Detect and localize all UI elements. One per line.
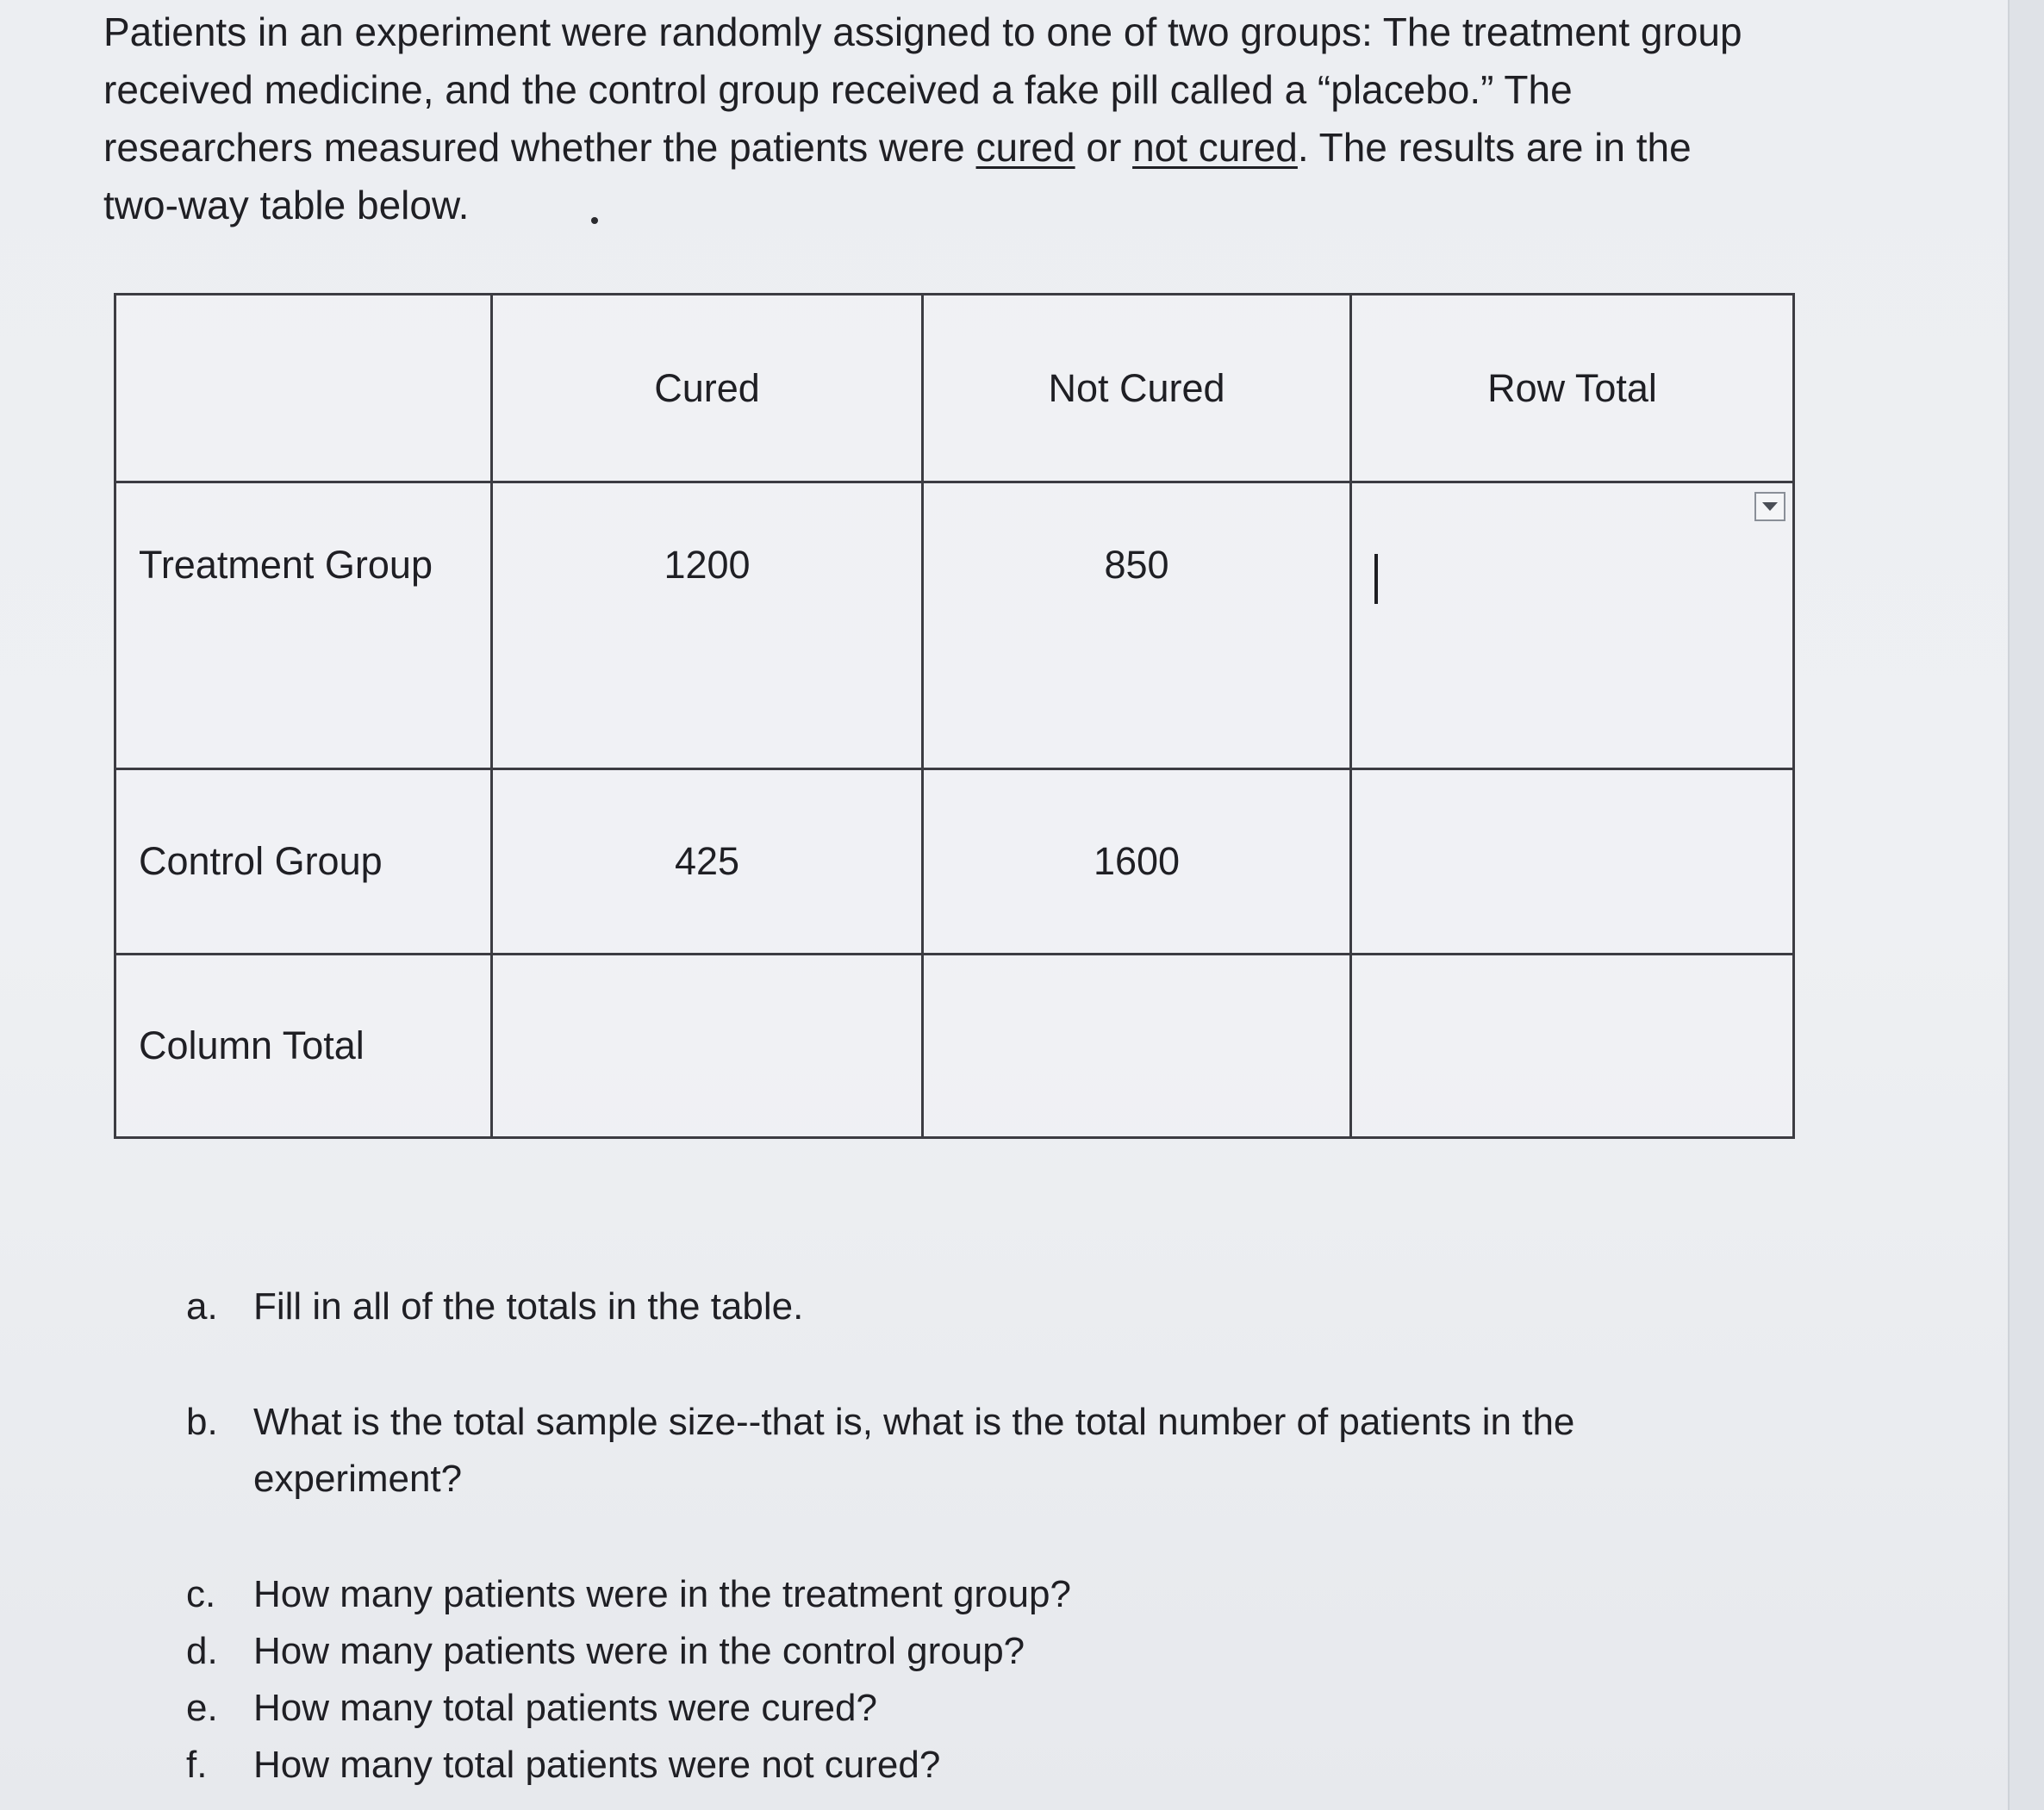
cell-control-not-cured[interactable]: 1600 — [923, 769, 1351, 955]
question-letter: b. — [186, 1401, 218, 1443]
cell-control-row-total[interactable] — [1351, 769, 1794, 955]
intro-line-1: Patients in an experiment were randomly assigned to one of two groups: The treatment group — [103, 9, 1742, 54]
intro-line-2: received medicine, and the control group received a fake pill called a “placebo.” The — [103, 67, 1573, 112]
question-text: Fill in all of the totals in the table. — [253, 1285, 804, 1328]
table-row-control — [115, 769, 1794, 955]
intro-line-3-start: researchers measured whether the patients were — [103, 125, 976, 170]
question-c — [186, 1566, 1667, 1623]
row-label-column-total: Column Total — [115, 955, 492, 1138]
cell-grand-total[interactable] — [1351, 955, 1794, 1138]
header-corner-cell — [115, 295, 492, 482]
cell-control-cured[interactable]: 425 — [492, 769, 923, 955]
question-text: What is the total sample size--that is, what is the total number of patients in the experiment? — [253, 1401, 1575, 1500]
cell-total-cured[interactable] — [492, 955, 923, 1138]
header-cured: Cured — [492, 295, 923, 482]
header-row-total: Row Total — [1351, 295, 1794, 482]
question-e — [186, 1680, 1667, 1737]
underlined-cured: cured — [975, 125, 1075, 170]
table-header-row — [115, 295, 1794, 482]
cell-treatment-not-cured[interactable]: 850 — [923, 482, 1351, 769]
question-letter: c. — [186, 1573, 216, 1615]
cell-total-not-cured[interactable] — [923, 955, 1351, 1138]
row-label-treatment: Treatment Group — [115, 482, 492, 769]
intro-line-3-end: . The results are in the — [1297, 125, 1692, 170]
two-way-table — [114, 293, 1795, 1139]
question-b — [186, 1394, 1718, 1508]
cell-treatment-cured[interactable]: 1200 — [492, 482, 923, 769]
question-text: How many patients were in the treatment group? — [253, 1573, 1071, 1615]
table-row-column-total — [115, 955, 1794, 1138]
underlined-not-cured: not cured — [1132, 125, 1298, 170]
question-letter: a. — [186, 1285, 218, 1328]
row-label-control: Control Group — [115, 769, 492, 955]
question-d — [186, 1623, 1667, 1680]
question-a — [186, 1278, 1667, 1335]
intro-paragraph — [103, 3, 1827, 234]
text-cursor — [1374, 554, 1378, 604]
question-letter: e. — [186, 1687, 218, 1729]
chevron-down-icon[interactable] — [1754, 492, 1785, 521]
question-text: How many total patients were cured? — [253, 1687, 877, 1729]
question-f — [186, 1737, 1667, 1794]
page-edge — [2008, 0, 2044, 1810]
question-letter: f. — [186, 1744, 208, 1786]
table-row-treatment — [115, 482, 1794, 769]
stray-dot — [591, 217, 598, 224]
question-text: How many total patients were not cured? — [253, 1744, 941, 1786]
cell-treatment-row-total[interactable] — [1351, 482, 1794, 769]
intro-line-3-mid: or — [1075, 125, 1133, 170]
question-text: How many patients were in the control group? — [253, 1630, 1025, 1672]
intro-line-4: two-way table below. — [103, 183, 470, 227]
question-letter: d. — [186, 1630, 218, 1672]
header-not-cured: Not Cured — [923, 295, 1351, 482]
